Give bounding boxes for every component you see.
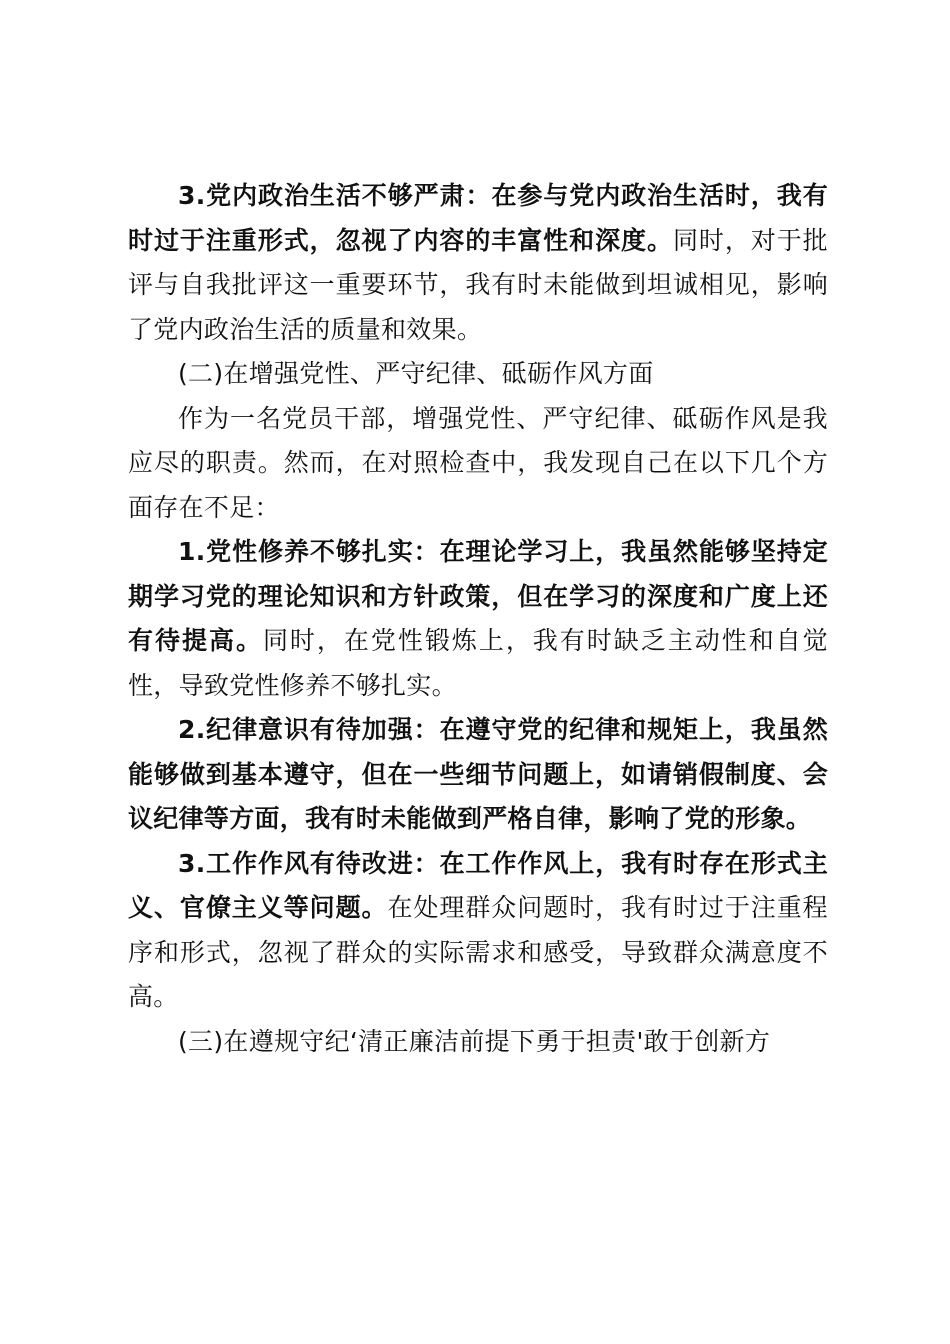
paragraph-text: 同时，对于批评与自我批评这一重要环节，我有时未能做到坦诚相见，影响了党内政治生活的质量和效果。 <box>128 225 828 344</box>
document-body <box>128 174 828 1064</box>
paragraph-bold-text: 2.纪律意识有待加强：在遵守党的纪律和规矩上，我虽然能够做到基本遵守，但在一些细节问题上，如请销假制度、会议纪律等方面，我有时未能做到严格自律，影响了党的形象。 <box>128 715 828 833</box>
section-heading-two: (二)在增强党性、严守纪律、砥砺作风方面 <box>178 359 654 388</box>
paragraph-text: 同时，在党性锻炼上，我有时缺乏主动性和自觉性，导致党性修养不够扎实。 <box>128 626 828 700</box>
paragraph-work-style <box>128 842 828 1020</box>
paragraph-text: 在处理群众问题时，我有时过于注重程序和形式，忽视了群众的实际需求和感受，导致群众满意度不高。 <box>128 893 828 1011</box>
paragraph-discipline <box>128 708 828 842</box>
paragraph-bold-text: 3.工作作风有待改进：在工作作风上，我有时存在形式主义、官僚主义等问题。 <box>128 848 828 922</box>
paragraph-party-spirit <box>128 530 828 708</box>
paragraph-bold-text: 3.党内政治生活不够严肃：在参与党内政治生活时，我有时过于注重形式，忽视了内容的丰富性和深度。 <box>128 181 828 255</box>
paragraph-intro <box>128 397 828 531</box>
paragraph-bold-text: 1.党性修养不够扎实：在理论学习上，我虽然能够坚持定期学习党的理论知识和方针政策，但在学习的深度和广度上还有待提高。 <box>128 537 828 655</box>
paragraph-text: 作为一名党员干部，增强党性、严守纪律、砥砺作风是我应尽的职责。然而，在对照检查中，我发现自己在以下几个方面存在不足： <box>128 403 828 522</box>
section-heading-three: (三)在遵规守纪‘清正廉洁前提下勇于担责'敢于创新方 <box>178 1026 771 1056</box>
paragraph-party-political-life <box>128 174 828 352</box>
